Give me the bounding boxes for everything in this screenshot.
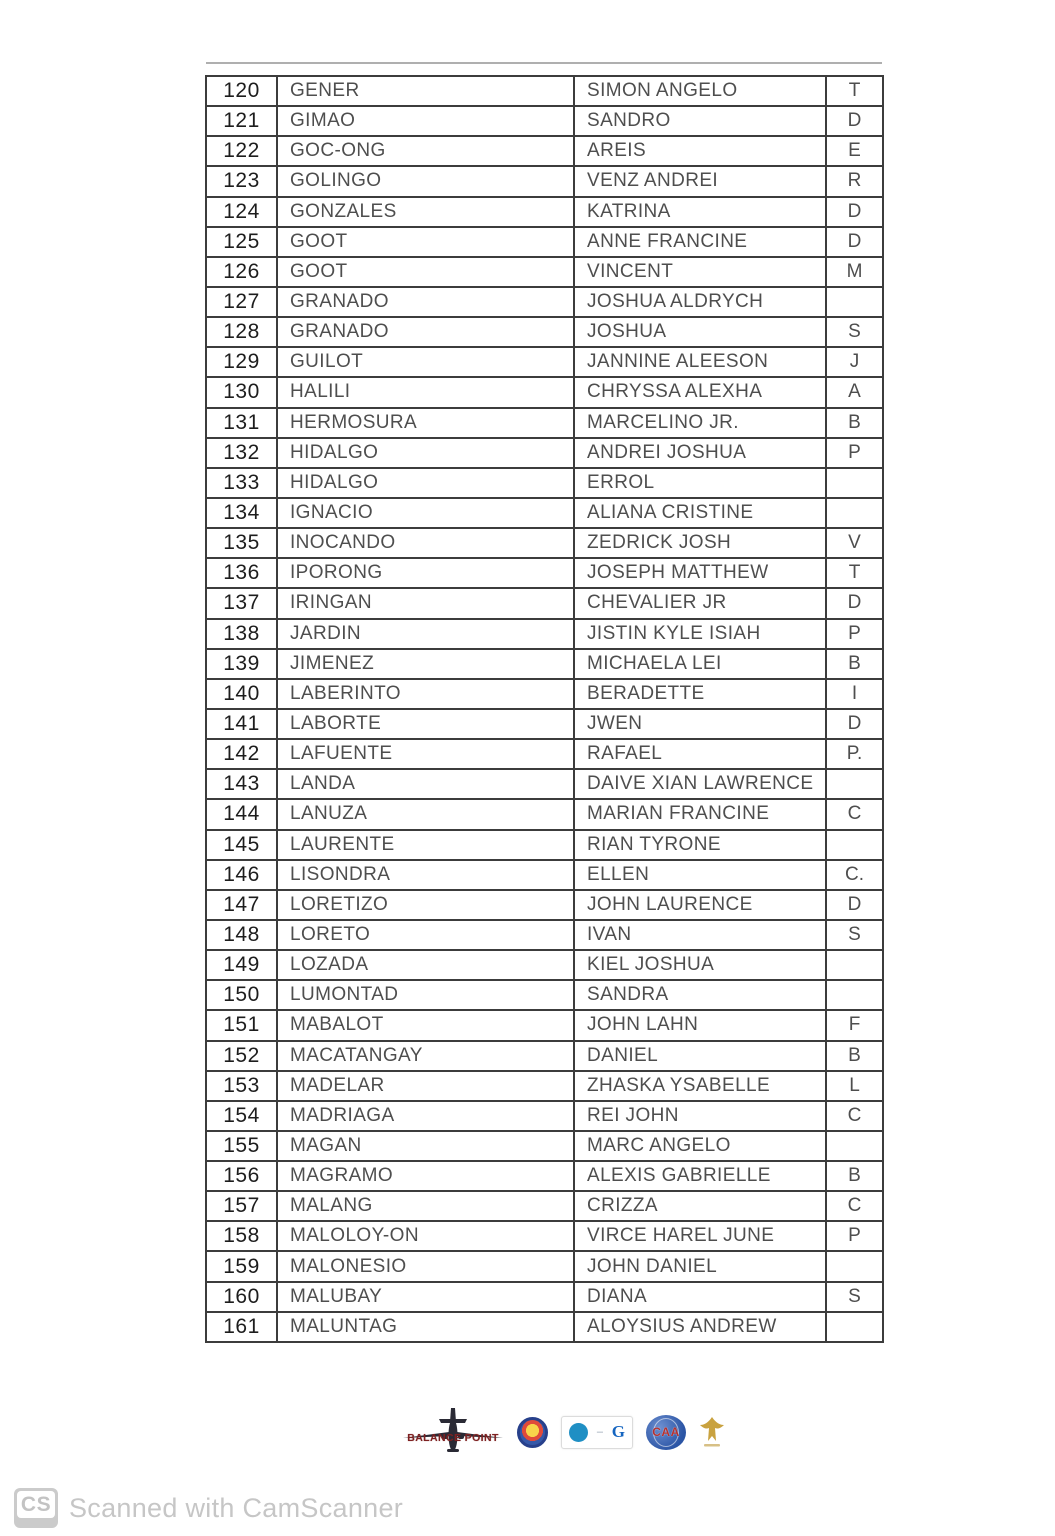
middle-initial-cell: [826, 950, 883, 980]
first-name-cell: ALOYSIUS ANDREW: [574, 1312, 826, 1342]
first-name-cell: ELLEN: [574, 860, 826, 890]
first-name-cell: CRIZZA: [574, 1191, 826, 1221]
caa-label: CAA: [652, 1425, 680, 1439]
middle-initial-cell: [826, 287, 883, 317]
middle-initial-cell: C.: [826, 860, 883, 890]
table-row: [206, 347, 883, 377]
first-name-cell: SANDRO: [574, 106, 826, 136]
first-name-cell: KIEL JOSHUA: [574, 950, 826, 980]
middle-initial-cell: D: [826, 227, 883, 257]
surname-cell: GIMAO: [277, 106, 574, 136]
surname-cell: GOOT: [277, 227, 574, 257]
middle-initial-cell: P.: [826, 739, 883, 769]
middle-initial-cell: D: [826, 890, 883, 920]
round-seal-icon: [517, 1417, 548, 1448]
row-number-cell: 152: [206, 1041, 277, 1071]
middle-initial-cell: V: [826, 528, 883, 558]
row-number-cell: 148: [206, 920, 277, 950]
table-row: [206, 588, 883, 618]
first-name-cell: RIAN TYRONE: [574, 830, 826, 860]
first-name-cell: DANIEL: [574, 1041, 826, 1071]
row-number-cell: 126: [206, 257, 277, 287]
roster-table: [205, 75, 884, 1343]
middle-initial-cell: T: [826, 558, 883, 588]
first-name-cell: VINCENT: [574, 257, 826, 287]
surname-cell: MALOLOY-ON: [277, 1221, 574, 1251]
first-name-cell: DIANA: [574, 1282, 826, 1312]
middle-initial-cell: [826, 1312, 883, 1342]
cs-badge-label: CS: [17, 1491, 55, 1518]
first-name-cell: SIMON ANGELO: [574, 76, 826, 106]
middle-initial-cell: C: [826, 1191, 883, 1221]
row-number-cell: 150: [206, 980, 277, 1010]
middle-initial-cell: D: [826, 197, 883, 227]
middle-initial-cell: M: [826, 257, 883, 287]
row-number-cell: 158: [206, 1221, 277, 1251]
surname-cell: IPORONG: [277, 558, 574, 588]
middle-initial-cell: P: [826, 1221, 883, 1251]
table-row: [206, 950, 883, 980]
surname-cell: LABORTE: [277, 709, 574, 739]
row-number-cell: 145: [206, 830, 277, 860]
surname-cell: MALONESIO: [277, 1251, 574, 1281]
first-name-cell: KATRINA: [574, 197, 826, 227]
middle-initial-cell: [826, 769, 883, 799]
row-number-cell: 139: [206, 649, 277, 679]
surname-cell: LUMONTAD: [277, 980, 574, 1010]
first-name-cell: MARIAN FRANCINE: [574, 799, 826, 829]
middle-initial-cell: F: [826, 1010, 883, 1040]
table-row: [206, 257, 883, 287]
middle-initial-cell: S: [826, 920, 883, 950]
first-name-cell: DAIVE XIAN LAWRENCE: [574, 769, 826, 799]
surname-cell: GOOT: [277, 257, 574, 287]
row-number-cell: 129: [206, 347, 277, 377]
table-row: [206, 1101, 883, 1131]
surname-cell: INOCANDO: [277, 528, 574, 558]
surname-cell: IRINGAN: [277, 588, 574, 618]
table-row: [206, 1191, 883, 1221]
table-row: [206, 106, 883, 136]
first-name-cell: MICHAELA LEI: [574, 649, 826, 679]
middle-initial-cell: D: [826, 588, 883, 618]
cert-g-icon: G: [611, 1422, 625, 1441]
table-row: [206, 166, 883, 196]
table-row: [206, 709, 883, 739]
row-number-cell: 143: [206, 769, 277, 799]
first-name-cell: MARC ANGELO: [574, 1131, 826, 1161]
table-row: [206, 1131, 883, 1161]
first-name-cell: JANNINE ALEESON: [574, 347, 826, 377]
surname-cell: HIDALGO: [277, 468, 574, 498]
row-number-cell: 131: [206, 408, 277, 438]
first-name-cell: BERADETTE: [574, 679, 826, 709]
row-number-cell: 144: [206, 799, 277, 829]
row-number-cell: 159: [206, 1251, 277, 1281]
first-name-cell: JWEN: [574, 709, 826, 739]
table-row: [206, 377, 883, 407]
table-row: [206, 679, 883, 709]
first-name-cell: AREIS: [574, 136, 826, 166]
surname-cell: LAURENTE: [277, 830, 574, 860]
surname-cell: MADRIAGA: [277, 1101, 574, 1131]
balance-point-logo: [402, 1405, 504, 1459]
surname-cell: HERMOSURA: [277, 408, 574, 438]
gold-eagle-emblem-icon: [699, 1414, 725, 1451]
middle-initial-cell: B: [826, 649, 883, 679]
middle-initial-cell: R: [826, 166, 883, 196]
table-row: [206, 799, 883, 829]
cert-circle-icon: [569, 1423, 588, 1442]
first-name-cell: MARCELINO JR.: [574, 408, 826, 438]
middle-initial-cell: B: [826, 1161, 883, 1191]
table-row: [206, 860, 883, 890]
table-row: [206, 408, 883, 438]
first-name-cell: VIRCE HAREL JUNE: [574, 1221, 826, 1251]
row-number-cell: 156: [206, 1161, 277, 1191]
row-number-cell: 142: [206, 739, 277, 769]
surname-cell: LABERINTO: [277, 679, 574, 709]
table-row: [206, 1282, 883, 1312]
row-number-cell: 154: [206, 1101, 277, 1131]
surname-cell: LANUZA: [277, 799, 574, 829]
first-name-cell: ANDREI JOSHUA: [574, 438, 826, 468]
table-row: [206, 317, 883, 347]
first-name-cell: SANDRA: [574, 980, 826, 1010]
camscanner-cs-icon: [14, 1488, 58, 1528]
surname-cell: GUILOT: [277, 347, 574, 377]
row-number-cell: 133: [206, 468, 277, 498]
surname-cell: JIMENEZ: [277, 649, 574, 679]
table-row: [206, 438, 883, 468]
surname-cell: GOLINGO: [277, 166, 574, 196]
first-name-cell: ALIANA CRISTINE: [574, 498, 826, 528]
middle-initial-cell: [826, 468, 883, 498]
middle-initial-cell: T: [826, 76, 883, 106]
middle-initial-cell: D: [826, 709, 883, 739]
surname-cell: GONZALES: [277, 197, 574, 227]
camscanner-footer: [14, 1488, 403, 1528]
table-row: [206, 1161, 883, 1191]
row-number-cell: 153: [206, 1071, 277, 1101]
row-number-cell: 138: [206, 619, 277, 649]
middle-initial-cell: [826, 498, 883, 528]
middle-initial-cell: I: [826, 679, 883, 709]
row-number-cell: 125: [206, 227, 277, 257]
first-name-cell: JOSHUA ALDRYCH: [574, 287, 826, 317]
row-number-cell: 161: [206, 1312, 277, 1342]
certification-badges: [561, 1416, 633, 1449]
table-row: [206, 227, 883, 257]
surname-cell: GRANADO: [277, 317, 574, 347]
middle-initial-cell: [826, 1251, 883, 1281]
roster-table-body: [206, 76, 883, 1342]
row-number-cell: 149: [206, 950, 277, 980]
surname-cell: MADELAR: [277, 1071, 574, 1101]
first-name-cell: CHEVALIER JR: [574, 588, 826, 618]
middle-initial-cell: [826, 1131, 883, 1161]
surname-cell: HIDALGO: [277, 438, 574, 468]
table-row: [206, 1251, 883, 1281]
table-top-remnant-line: [206, 62, 882, 64]
surname-cell: GENER: [277, 76, 574, 106]
surname-cell: LAFUENTE: [277, 739, 574, 769]
first-name-cell: JOHN DANIEL: [574, 1251, 826, 1281]
first-name-cell: VENZ ANDREI: [574, 166, 826, 196]
surname-cell: MAGAN: [277, 1131, 574, 1161]
row-number-cell: 157: [206, 1191, 277, 1221]
first-name-cell: ANNE FRANCINE: [574, 227, 826, 257]
first-name-cell: CHRYSSA ALEXHA: [574, 377, 826, 407]
table-row: [206, 1071, 883, 1101]
middle-initial-cell: B: [826, 1041, 883, 1071]
surname-cell: LOZADA: [277, 950, 574, 980]
row-number-cell: 124: [206, 197, 277, 227]
first-name-cell: JOHN LAURENCE: [574, 890, 826, 920]
surname-cell: MALUBAY: [277, 1282, 574, 1312]
first-name-cell: ZEDRICK JOSH: [574, 528, 826, 558]
first-name-cell: JOSHUA: [574, 317, 826, 347]
table-row: [206, 76, 883, 106]
row-number-cell: 146: [206, 860, 277, 890]
middle-initial-cell: [826, 980, 883, 1010]
table-row: [206, 528, 883, 558]
row-number-cell: 122: [206, 136, 277, 166]
middle-initial-cell: P: [826, 619, 883, 649]
row-number-cell: 147: [206, 890, 277, 920]
row-number-cell: 123: [206, 166, 277, 196]
middle-initial-cell: C: [826, 799, 883, 829]
table-row: [206, 890, 883, 920]
row-number-cell: 137: [206, 588, 277, 618]
surname-cell: LORETIZO: [277, 890, 574, 920]
table-row: [206, 558, 883, 588]
caa-globe-icon: [646, 1415, 686, 1450]
logo-strip: [402, 1402, 725, 1462]
surname-cell: JARDIN: [277, 619, 574, 649]
middle-initial-cell: A: [826, 377, 883, 407]
table-row: [206, 287, 883, 317]
row-number-cell: 141: [206, 709, 277, 739]
surname-cell: GRANADO: [277, 287, 574, 317]
surname-cell: GOC-ONG: [277, 136, 574, 166]
table-row: [206, 1312, 883, 1342]
middle-initial-cell: C: [826, 1101, 883, 1131]
table-row: [206, 739, 883, 769]
surname-cell: MALANG: [277, 1191, 574, 1221]
first-name-cell: IVAN: [574, 920, 826, 950]
table-row: [206, 1010, 883, 1040]
middle-initial-cell: S: [826, 1282, 883, 1312]
middle-initial-cell: D: [826, 106, 883, 136]
table-row: [206, 1221, 883, 1251]
first-name-cell: JOHN LAHN: [574, 1010, 826, 1040]
first-name-cell: ALEXIS GABRIELLE: [574, 1161, 826, 1191]
surname-cell: MALUNTAG: [277, 1312, 574, 1342]
table-row: [206, 498, 883, 528]
row-number-cell: 121: [206, 106, 277, 136]
table-row: [206, 468, 883, 498]
table-row: [206, 980, 883, 1010]
surname-cell: LORETO: [277, 920, 574, 950]
surname-cell: MAGRAMO: [277, 1161, 574, 1191]
surname-cell: LISONDRA: [277, 860, 574, 890]
surname-cell: MABALOT: [277, 1010, 574, 1040]
middle-initial-cell: E: [826, 136, 883, 166]
row-number-cell: 140: [206, 679, 277, 709]
row-number-cell: 128: [206, 317, 277, 347]
table-row: [206, 1041, 883, 1071]
cert-divider: –: [596, 1426, 603, 1438]
table-row: [206, 769, 883, 799]
row-number-cell: 155: [206, 1131, 277, 1161]
row-number-cell: 135: [206, 528, 277, 558]
middle-initial-cell: [826, 830, 883, 860]
first-name-cell: JOSEPH MATTHEW: [574, 558, 826, 588]
surname-cell: LANDA: [277, 769, 574, 799]
scanned-with-camscanner-label: Scanned with CamScanner: [69, 1492, 404, 1523]
middle-initial-cell: S: [826, 317, 883, 347]
row-number-cell: 120: [206, 76, 277, 106]
row-number-cell: 132: [206, 438, 277, 468]
table-row: [206, 649, 883, 679]
row-number-cell: 136: [206, 558, 277, 588]
row-number-cell: 134: [206, 498, 277, 528]
table-row: [206, 136, 883, 166]
surname-cell: IGNACIO: [277, 498, 574, 528]
surname-cell: MACATANGAY: [277, 1041, 574, 1071]
middle-initial-cell: B: [826, 408, 883, 438]
table-row: [206, 619, 883, 649]
balance-point-label: BALANCE POINT: [407, 1432, 499, 1444]
row-number-cell: 127: [206, 287, 277, 317]
first-name-cell: JISTIN KYLE ISIAH: [574, 619, 826, 649]
row-number-cell: 130: [206, 377, 277, 407]
row-number-cell: 160: [206, 1282, 277, 1312]
middle-initial-cell: J: [826, 347, 883, 377]
first-name-cell: ZHASKA YSABELLE: [574, 1071, 826, 1101]
middle-initial-cell: L: [826, 1071, 883, 1101]
row-number-cell: 151: [206, 1010, 277, 1040]
first-name-cell: ERROL: [574, 468, 826, 498]
table-row: [206, 197, 883, 227]
table-row: [206, 830, 883, 860]
table-row: [206, 920, 883, 950]
middle-initial-cell: P: [826, 438, 883, 468]
first-name-cell: RAFAEL: [574, 739, 826, 769]
first-name-cell: REI JOHN: [574, 1101, 826, 1131]
surname-cell: HALILI: [277, 377, 574, 407]
